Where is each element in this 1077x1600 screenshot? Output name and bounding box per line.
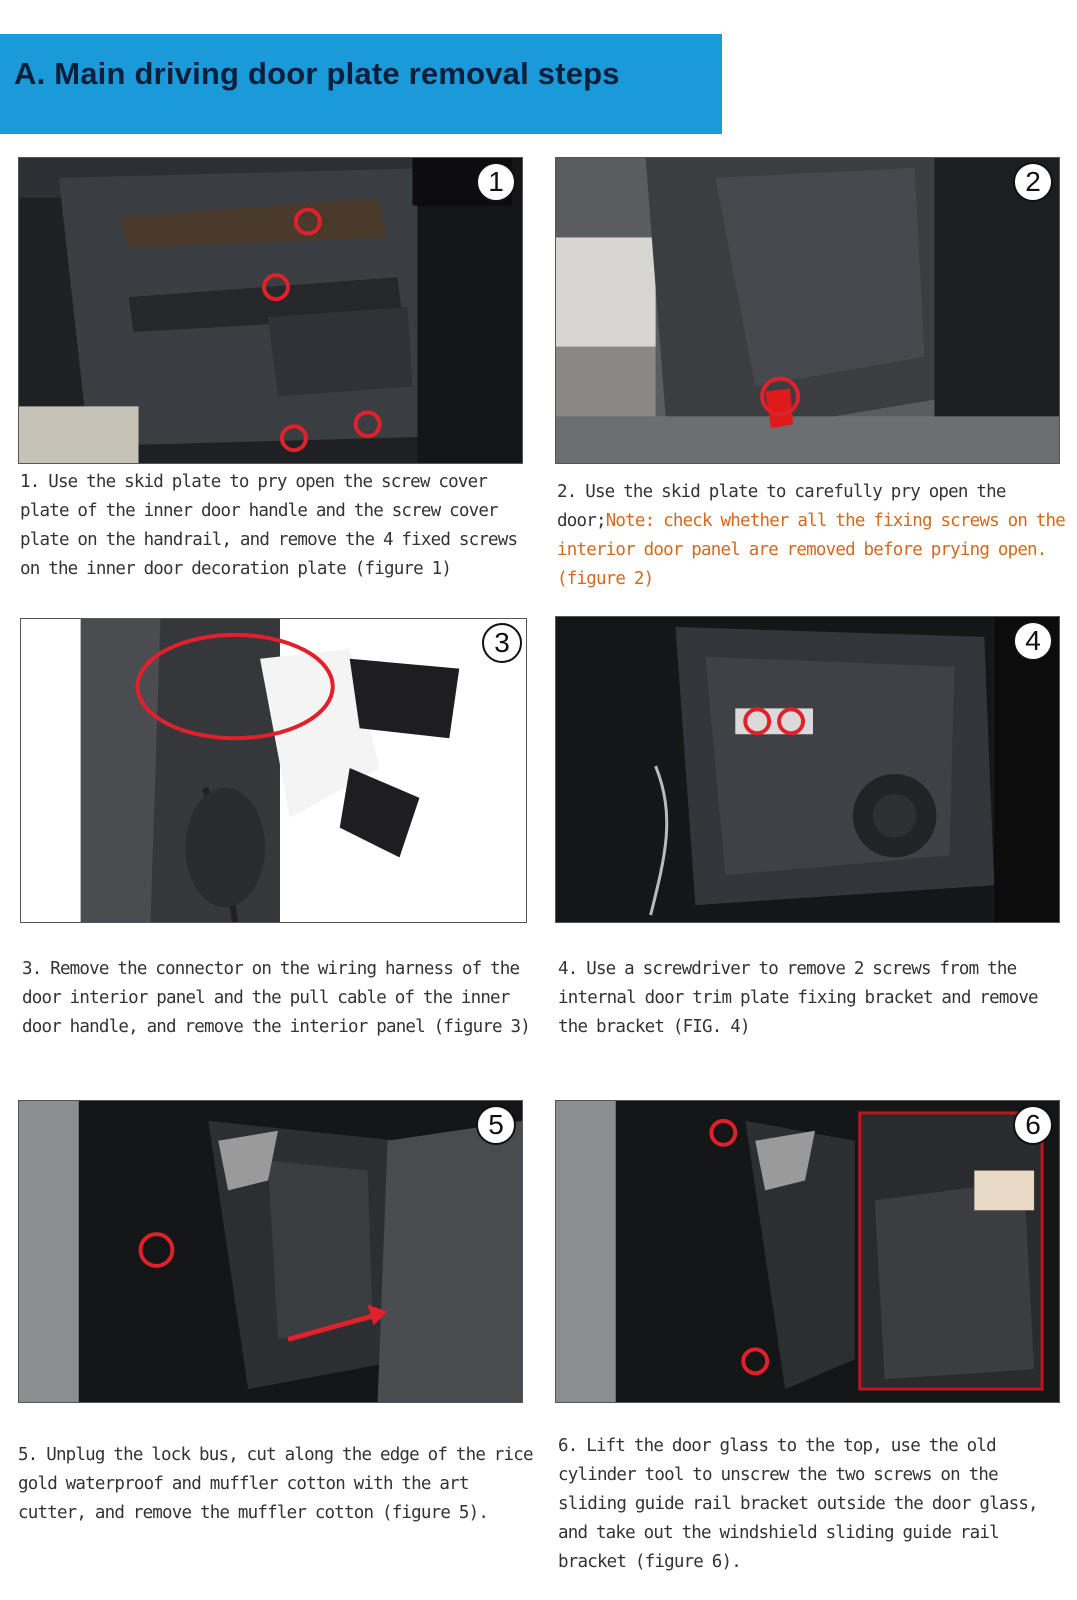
page-title: A. Main driving door plate removal steps xyxy=(14,56,620,91)
figure-4-number-badge: 4 xyxy=(1013,621,1053,661)
figure-6-caption: 6. Lift the door glass to the top, use the old cylinder tool to unscrew the two screws on the sliding guide rail bracket outside the door glass, and take out the windshield sliding guide rail bracket (figure 6). xyxy=(558,1436,1038,1572)
figure-2-caption-main: 2. Use the skid plate to carefully pry open the door; xyxy=(557,482,1006,531)
figure-4-photo xyxy=(555,616,1060,923)
figure-2-number-badge: 2 xyxy=(1013,162,1053,202)
door-panel-image xyxy=(19,158,522,463)
figure-2-caption-note: Note: check whether all the fixing screws on the interior door panel are removed before prying open. (figure 2) xyxy=(557,511,1066,589)
figure-2-photo xyxy=(555,157,1060,464)
muffler-cotton-image xyxy=(19,1101,522,1402)
figure-6-number-badge: 6 xyxy=(1013,1105,1053,1145)
figure-3-number-badge: 3 xyxy=(482,623,522,663)
figure-5-photo xyxy=(18,1100,523,1403)
figure-5-number-badge: 5 xyxy=(476,1105,516,1145)
door-open-image xyxy=(556,158,1059,463)
figure-2-caption xyxy=(557,478,1067,594)
figure-6-photo xyxy=(555,1100,1060,1403)
guide-rail-bracket-image xyxy=(556,1101,1059,1402)
door-frame-image xyxy=(556,617,1059,922)
figure-3-caption: 3. Remove the connector on the wiring harness of the door interior panel and the pull cable of the inner door handle, and remove the interior panel (figure 3) xyxy=(22,959,531,1037)
figure-1-photo xyxy=(18,157,523,464)
panel-removal-image xyxy=(21,619,526,922)
figure-1-caption: 1. Use the skid plate to pry open the screw cover plate of the inner door handle and the screw cover plate on the handrail, and remove the 4 fixed screws on the inner door decoration plate (figure 1) xyxy=(20,472,518,579)
figure-3-photo xyxy=(20,618,527,923)
figure-5-caption: 5. Unplug the lock bus, cut along the edge of the rice gold waterproof and muffler cotton with the art cutter, and remove the muffler cotton (figure 5). xyxy=(18,1445,533,1523)
figure-4-caption: 4. Use a screwdriver to remove 2 screws from the internal door trim plate fixing bracket and remove the bracket (FIG. 4) xyxy=(558,959,1038,1037)
figure-1-number-badge: 1 xyxy=(476,162,516,202)
